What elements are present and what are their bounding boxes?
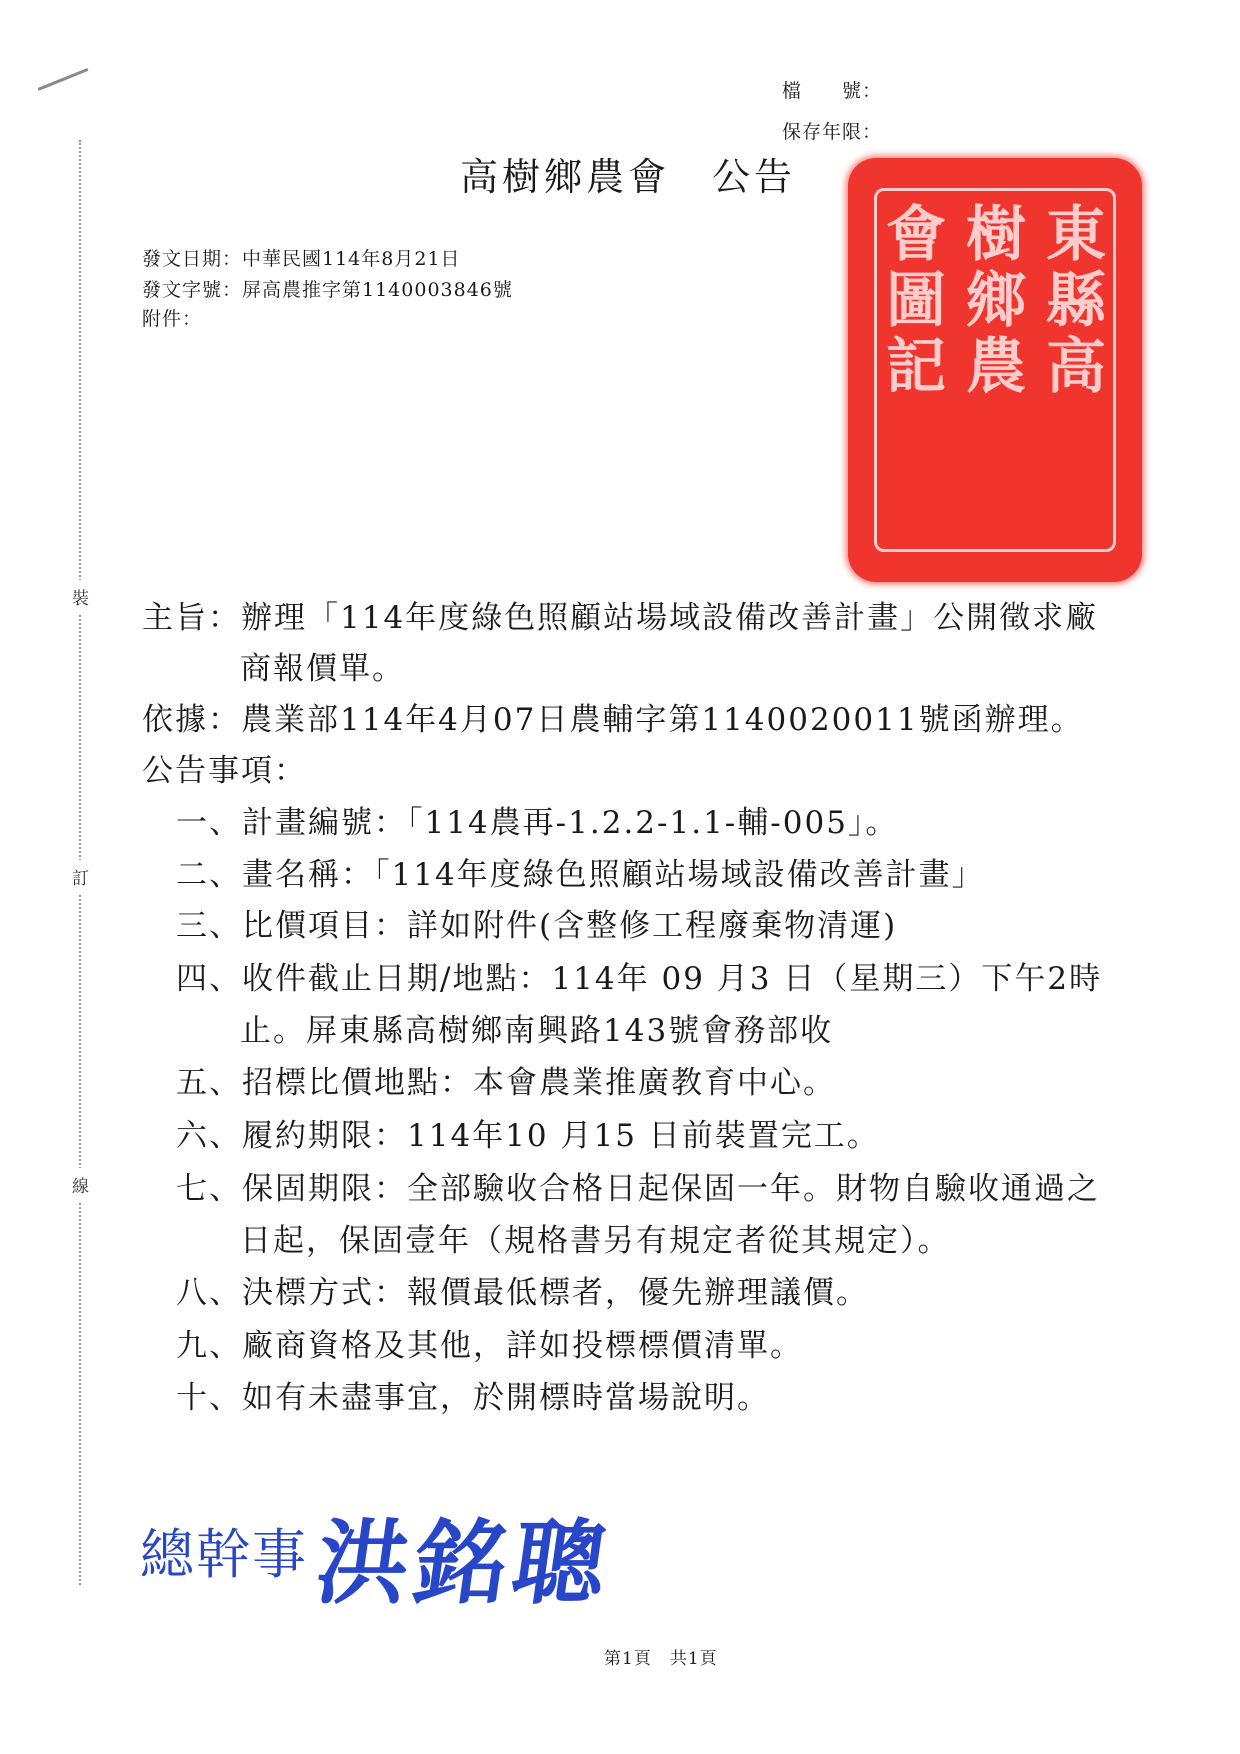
seal-column-3: 會圖記 [886, 200, 946, 402]
item-9: 九、廠商資格及其他，詳如投標標價清單。 [176, 1328, 803, 1364]
retention-period-label: 保存年限： [782, 121, 883, 143]
binding-mark-top: 裝 [72, 580, 89, 613]
official-seal [848, 158, 1142, 582]
signature-name: 洪銘聰 [309, 1510, 619, 1617]
binding-mark-middle: 訂 [72, 860, 89, 893]
basis-line: 依據：農業部114年4月07日農輔字第1140020011號函辦理。 [142, 702, 1084, 738]
binding-mark-bottom: 線 [72, 1168, 89, 1201]
item-4-line-2: 止。屏東縣高樹鄉南興路143號會務部收 [240, 1013, 834, 1049]
subject-line-2: 商報價單。 [240, 651, 405, 687]
item-6: 六、履約期限：114年10 月15 日前裝置完工。 [176, 1118, 880, 1154]
item-7-line-2: 日起，保固壹年（規格書另有規定者從其規定）。 [240, 1223, 951, 1259]
document-number: 發文字號：屏高農推字第1140003846號 [142, 279, 513, 301]
seal-column-1: 東縣高 [1046, 200, 1106, 402]
issue-date: 發文日期：中華民國114年8月21日 [142, 248, 461, 270]
item-8: 八、決標方式：報價最低標者，優先辦理議價。 [176, 1275, 869, 1311]
item-4-line-1: 四、收件截止日期/地點：114年 09 月3 日（星期三）下午2時 [176, 961, 1103, 997]
pen-mark [37, 68, 88, 91]
item-1: 一、計畫編號：「114農再-1.2.2-1.1-輔-005」。 [176, 805, 899, 841]
attachment-label: 附件： [142, 308, 203, 330]
item-7-line-1: 七、保固期限：全部驗收合格日起保固一年。財物自驗收通過之 [176, 1171, 1100, 1207]
signature-title: 總幹事 [140, 1523, 308, 1586]
item-2: 二、畫名稱：「114年度綠色照顧站場域設備改善計畫」 [176, 857, 985, 893]
file-number-label: 檔 號： [782, 80, 883, 102]
items-heading: 公告事項： [142, 753, 307, 789]
item-10: 十、如有未盡事宜，於開標時當場說明。 [176, 1380, 770, 1416]
seal-column-2: 樹鄉農 [966, 200, 1026, 402]
subject-line-1: 主旨：辦理「114年度綠色照顧站場域設備改善計畫」公開徵求廠 [142, 600, 1099, 636]
page-footer: 第1頁 共1頁 [604, 1649, 718, 1669]
page-title: 高樹鄉農會 公告 [460, 155, 797, 199]
item-5: 五、招標比價地點：本會農業推廣教育中心。 [176, 1065, 836, 1101]
item-3: 三、比價項目：詳如附件(含整修工程廢棄物清運) [176, 908, 898, 944]
